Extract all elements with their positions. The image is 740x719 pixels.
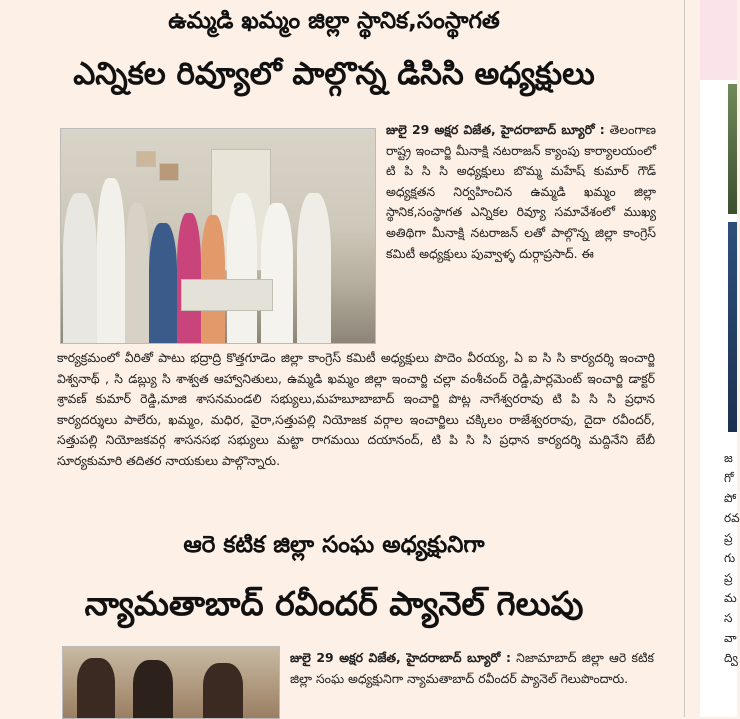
article1-body-paragraph: కార్యక్రమంలో వీరితో పాటు భద్రాద్రి కొత్తగూడెం జిల్లా కాంగ్రెస్ కమిటీ అధ్యక్షులు పొదెం వీరయ్య, ఏ ఐ సి సి కార్యదర్శి ఇంచార్జి విశ్వనాథ్ , సి డబ్ల్యు సి శాశ్వత ఆహ్వానితులు, ఉమ్మడి ఖమ్మం జిల్లా ఇంచార్జి చల్లా వంశీచంద్ రెడ్డి,పార్లమెంట్ ఇంచార్జి డాక్టర్ శ్రావణ్ కుమార్ రెడ్డి,మాజి శాసనమండలి సభ్యులు,మహబూబాబాద్ ఇంచార్జి పొట్ల నాగేశ్వరరావు టి పి సి సి ప్రధాన కార్యదర్శులు పాలేరు, ఖమ్మం, మధిర, వైరా,సత్తుపల్లి నియోజక వర్గాల ఇంచార్జిలు చక్కిలం రాజేశ్వరరావు, దైదా రవీందర్, సత్తుపల్లి నియోజకవర్గ శాసనసభ సభ్యులు మట్టా రాగమయి దయానంద్, టి పి సి సి ప్రధాన కార్యదర్శి మద్దినేని బేబీ సూర్యకుమారి తదితర నాయకులు పాల్గొన్నారు. [57, 350, 655, 468]
photo-frame [136, 151, 156, 167]
photo-person [77, 658, 115, 718]
photo-person [177, 213, 201, 343]
adjacent-page-strip [700, 0, 740, 717]
article2-dateline: జులై 29 అక్షర విజేత, హైదరాబాద్ బ్యూరో : [290, 650, 511, 665]
article2-body-start: నిజామాబాద్ జిల్లా ఆరె కటిక జిల్లా సంఘ అధ్యక్షునిగా న్యామతాబాద్ రవీందర్ ప్యానెల్ గెలుపొందారు. [290, 650, 654, 686]
adjacent-photo [728, 84, 737, 214]
photo-person [97, 178, 125, 343]
article2-wrapped-text [290, 648, 654, 689]
article2-headline-line1: ఆరె కటిక జిల్లా సంఘ అధ్యక్షునిగా [183, 532, 485, 558]
photo-frame [159, 163, 179, 181]
article1-dateline: జులై 29 అక్షర విజేత, హైదరాబాద్ బ్యూరో : [386, 122, 605, 137]
photo-person [133, 660, 173, 718]
photo-person [125, 203, 149, 343]
adjacent-text-fragment: జ గో పో రవ ప్ర గు ప్ర మ స వా ద్వి [724, 451, 740, 665]
article1-headline-line2: ఎన్నికల రివ్యూలో పాల్గొన్న డిసిసి అధ్యక్షులు [73, 56, 595, 92]
photo-person [63, 193, 97, 343]
article1-wrapped-text [386, 120, 656, 264]
article1-body-start: తెలంగాణ రాష్ట్ర ఇంచార్జి మీనాక్షి నటరాజన్ క్యాంపు కార్యాలయంలో టి పి సి సి అధ్యక్షులు బొమ్మ మహేష్ కుమార్ గౌడ్ అధ్యక్షతన నిర్వహించిన ఉమ్మడి ఖమ్మం జిల్లా స్థానిక,సంస్థాగత ఎన్నికల రివ్యూ సమావేశంలో ముఖ్య అతిథిగా మీనాక్షి నటరాజన్ లతో పాల్గొన్న జిల్లా కాంగ్రెస్ కమిటీ అధ్యక్షులు పువ్వాళ్ళ దుర్గాప్రసాద్. ఈ [386, 122, 656, 261]
article2-headline-line2: న్యామతాబాద్ రవీందర్ ప్యానెల్ గెలుపు [84, 584, 584, 623]
photo-table [181, 279, 273, 311]
adjacent-banner [700, 0, 737, 80]
photo-person [203, 663, 243, 718]
photo-person [149, 223, 177, 343]
photo-person [297, 193, 331, 343]
photo-person [227, 193, 257, 343]
column-divider [684, 0, 685, 717]
article1-headline-line1: ఉమ్మడి ఖమ్మం జిల్లా స్థానిక,సంస్థాగత [168, 8, 500, 34]
adjacent-photo [728, 222, 737, 432]
photo-person [261, 203, 293, 343]
article2-photo [62, 646, 280, 719]
article1-photo [60, 128, 376, 344]
